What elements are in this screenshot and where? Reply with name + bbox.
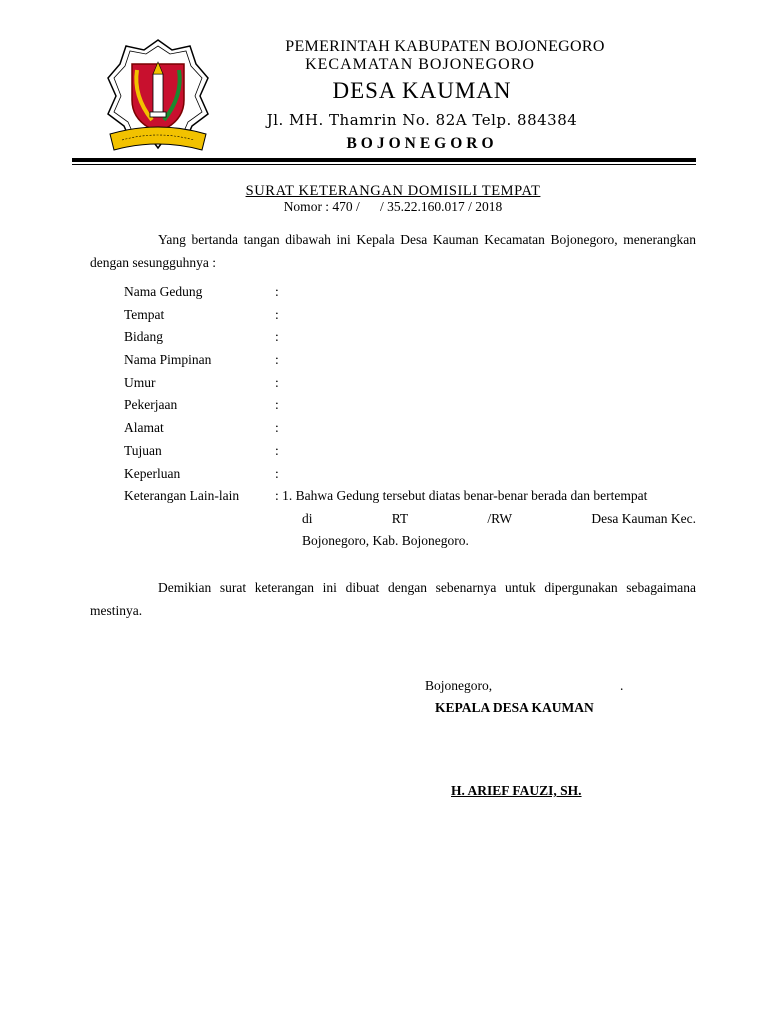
intro-paragraph: Yang bertanda tangan dibawah ini Kepala Desa Kauman Kecamatan Bojonegoro, menerangkan dengan sesungguhnya : — [90, 232, 696, 270]
letterhead-address: Jl. MH. Thamrin No. 82A Telp. 884384 — [266, 111, 578, 129]
other-remarks-rw: /RW — [487, 510, 513, 526]
letterhead-rule-thin — [72, 164, 696, 165]
field-label: Umur — [124, 374, 156, 390]
field-label: Nama Gedung — [124, 284, 203, 299]
letter-title-text: SURAT KETERANGAN DOMISILI TEMPAT — [245, 183, 541, 199]
other-remarks-rt: RT — [391, 510, 409, 526]
signature-date-end: . — [620, 678, 624, 693]
field-colon: : — [275, 465, 279, 481]
field-colon: : — [275, 442, 279, 458]
letterhead-government: PEMERINTAH KABUPATEN BOJONEGORO — [285, 38, 605, 55]
closing-paragraph: Demikian surat keterangan ini dibuat dengan sebenarnya untuk dipergunakan sebagaimana mestinya. — [90, 580, 696, 618]
field-colon: : — [275, 306, 279, 322]
signature-place: Bojonegoro, — [425, 678, 493, 693]
other-remarks-line3: Bojonegoro, Kab. Bojonegoro. — [302, 533, 469, 549]
field-colon: : — [275, 420, 279, 436]
field-label: Pekerjaan — [124, 397, 178, 413]
other-remarks-line2 — [302, 508, 696, 531]
letter-title — [90, 183, 696, 200]
letter-number: Nomor : 470 / / 35.22.160.017 / 2018 — [283, 199, 503, 214]
letterhead-city: BOJONEGORO — [346, 135, 498, 152]
field-label: Tujuan — [124, 442, 162, 458]
signature-name: H. ARIEF FAUZI, SH. — [451, 783, 582, 798]
field-label: Bidang — [124, 329, 163, 345]
field-label: Tempat — [124, 306, 165, 322]
field-colon: : — [275, 284, 279, 299]
other-remarks-label: Keterangan Lain-lain — [124, 488, 240, 503]
field-label: Keperluan — [124, 465, 181, 481]
letterhead-rule-thick — [72, 158, 696, 162]
field-colon: : — [275, 397, 279, 413]
other-remarks-village: Desa Kauman Kec. — [591, 510, 696, 526]
field-colon: : — [275, 352, 279, 368]
field-colon: : — [275, 374, 279, 390]
field-label: Alamat — [124, 420, 164, 436]
other-remarks-line1: : 1. Bahwa Gedung tersebut diatas benar-benar berada dan bertempat — [275, 488, 648, 503]
other-remarks-di: di — [302, 510, 313, 526]
letterhead-district: KECAMATAN BOJONEGORO — [305, 56, 535, 73]
field-colon: : — [275, 329, 279, 345]
signature-position: KEPALA DESA KAUMAN — [435, 700, 594, 715]
field-label: Nama Pimpinan — [124, 352, 212, 368]
letterhead-village: DESA KAUMAN — [332, 78, 512, 103]
